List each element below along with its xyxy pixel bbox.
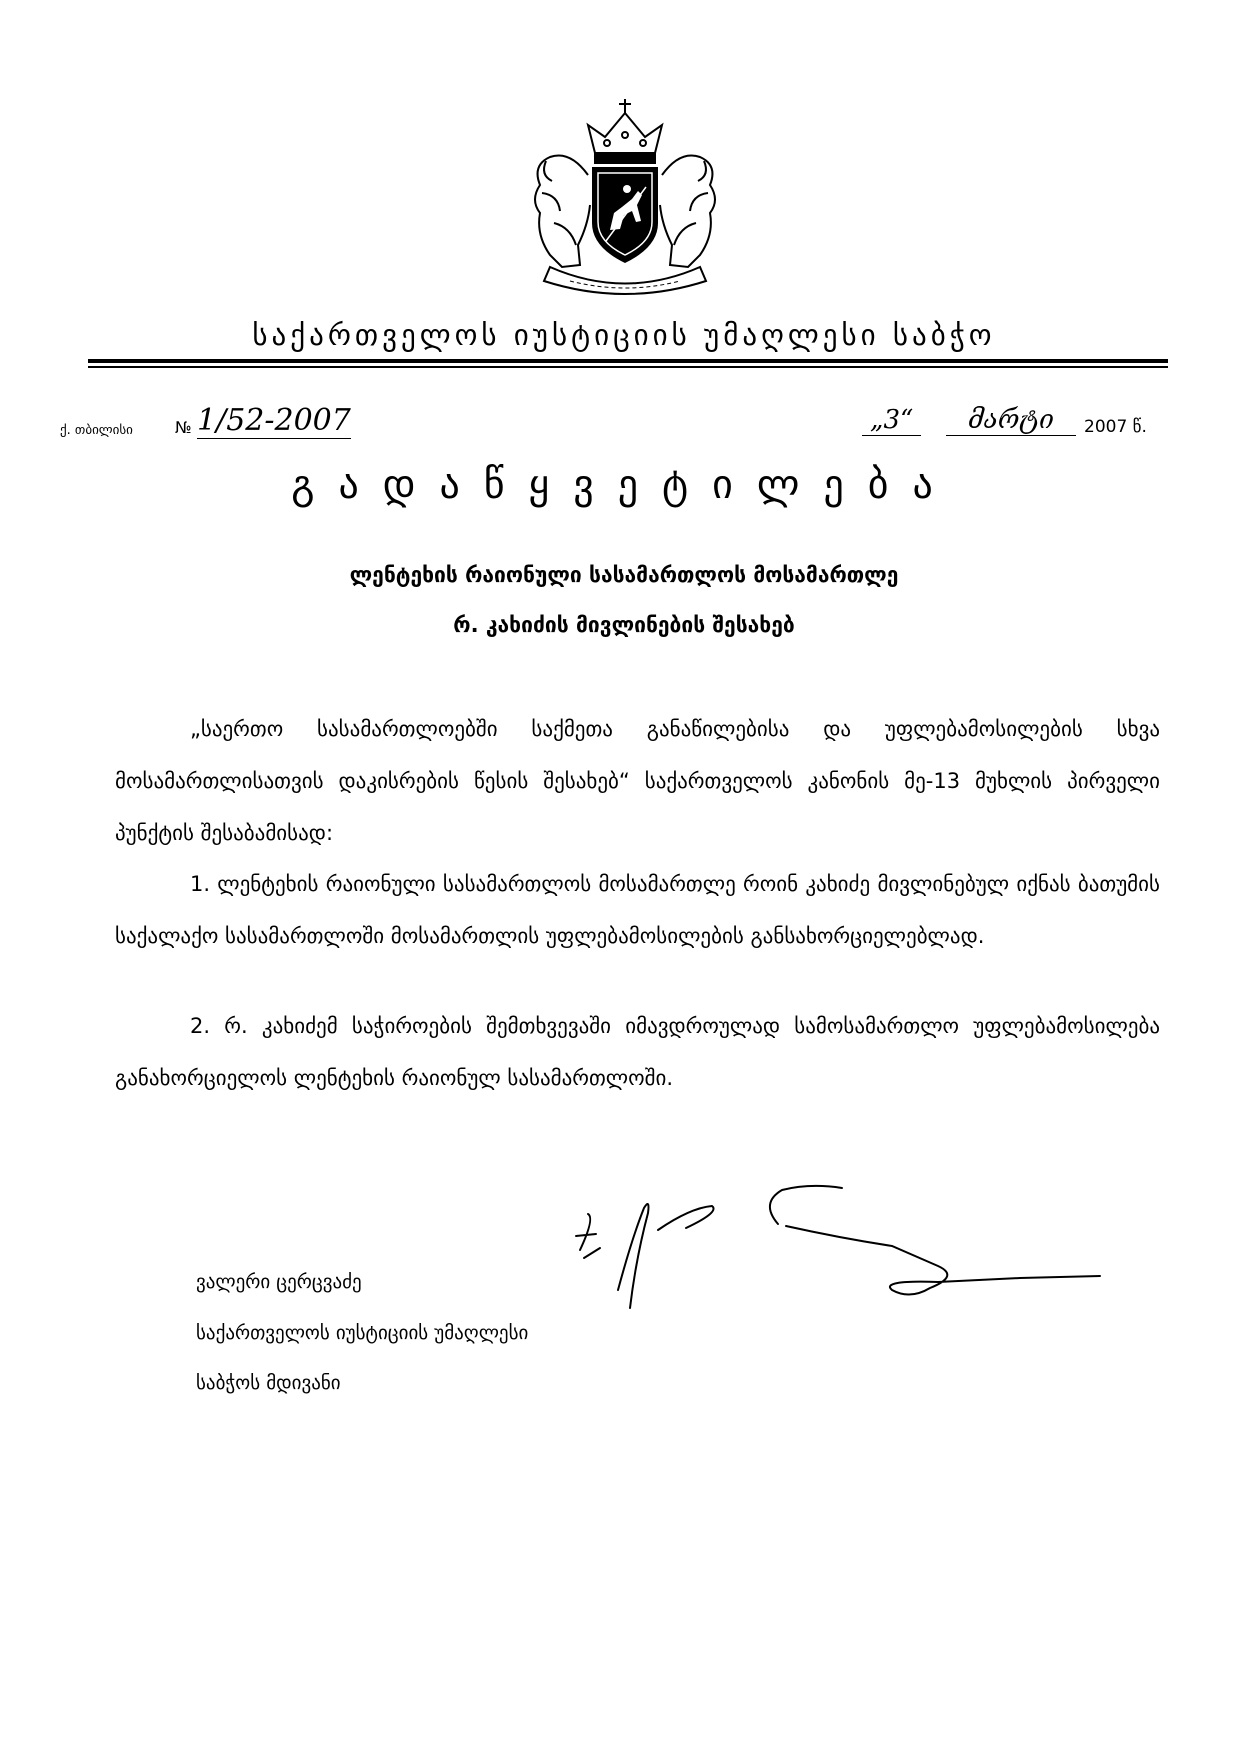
date-day: „3“ [862,405,921,436]
decision-item-2: 2. რ. კახიძემ საჭიროების შემთხვევაში იმავდროულად სამოსამართლო უფლებამოსილება განახორციელოს ლენტეხის რაიონულ სასამართლოში. [115,1014,1160,1090]
signatory-name: ვალერი ცერცვაძე [196,1271,362,1293]
handwritten-signature-icon [540,1178,1120,1313]
coat-of-arms-icon [510,95,740,300]
date-year: 2007 წ. [1084,417,1147,437]
date-month: მარტი [946,405,1076,436]
subtitle-line-2: რ. კახიძის მივლინების შესახებ [453,613,795,637]
decision-item-1: 1. ლენტეხის რაიონული სასამართლოს მოსამართლე როინ კახიძე მივლინებულ იქნას ბათუმის საქალაქო სასამართლოში მოსამართლის უფლებამოსილების განსახორციელებლად. [115,872,1160,948]
subtitle-line-1: ლენტეხის რაიონული სასამართლოს მოსამართლე [349,563,899,587]
document-title: გადაწყვეტილება [291,462,957,508]
signatory-position-line-2: საბჭოს მდივანი [196,1372,341,1394]
registration-number: 1/52-2007 [197,403,351,438]
council-name-heading: საქართველოს იუსტიციის უმაღლესი საბჭო [252,318,996,352]
header-divider-thick [88,359,1168,363]
place-label: ქ. თბილისი [60,423,133,438]
preamble-paragraph: „საერთო სასამართლოებში საქმეთა განაწილებისა და უფლებამოსილების სხვა მოსამართლისათვის დაკისრების წესის შესახებ“ საქართველოს კანონის მე-13 მუხლის პირველი პუნქტის შესაბამისად: [115,717,1160,845]
header-divider-thin [88,366,1168,368]
number-sign: № [175,418,192,437]
signatory-position-line-1: საქართველოს იუსტიციის უმაღლესი [196,1322,529,1344]
